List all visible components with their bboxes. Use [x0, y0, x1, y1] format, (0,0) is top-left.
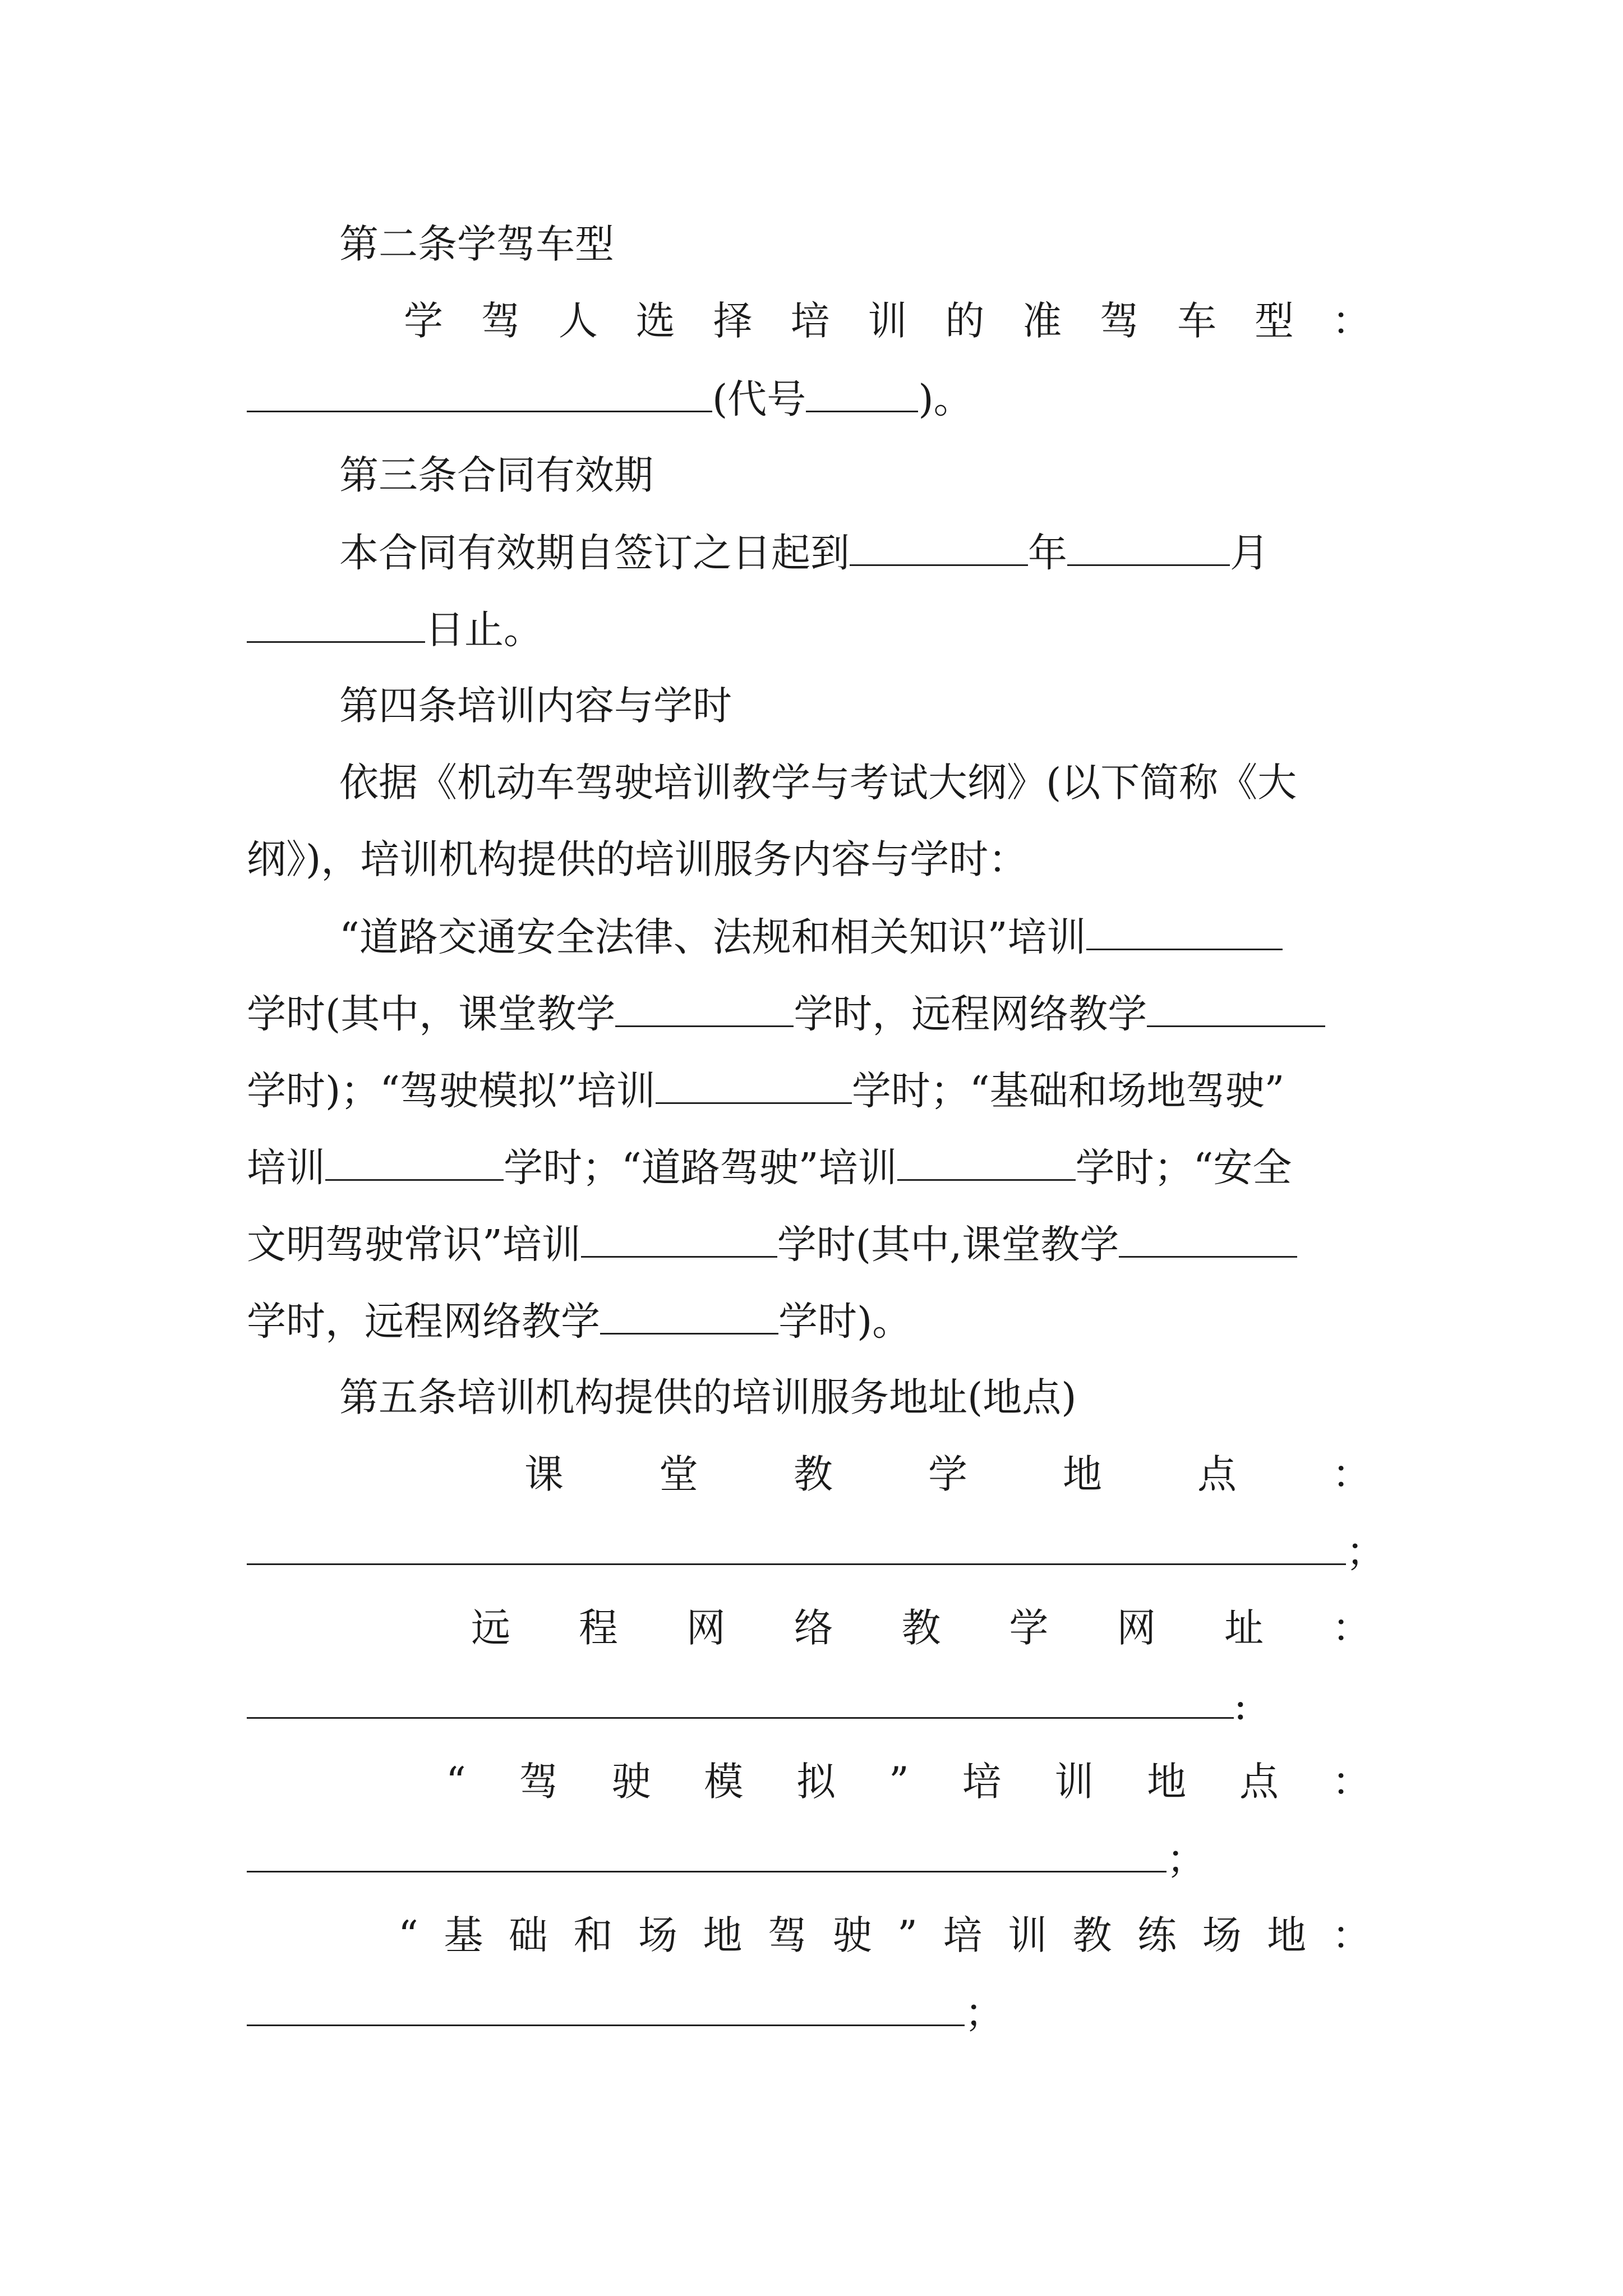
classroom-label-char: 学: [928, 1451, 967, 1497]
article-2-heading: 第二条学驾车型: [339, 221, 614, 267]
remote-label-char: 址: [1224, 1605, 1264, 1651]
remote-label-char: 教: [901, 1605, 941, 1651]
classroom-label-char: 课: [524, 1451, 564, 1497]
simulation-label-char: 拟: [796, 1759, 836, 1805]
field-location-line: [247, 1989, 1004, 2036]
remote-end-mark: :: [1234, 1682, 1247, 1729]
field-label-char: 基: [444, 1912, 483, 1958]
year-text: 年: [1028, 530, 1067, 576]
simulation-location-blank[interactable]: [247, 1835, 1166, 1872]
simulation-end-mark: ；: [1166, 1836, 1206, 1883]
remote-label-char: 程: [578, 1605, 618, 1651]
vehicle-label-char: ：: [1331, 298, 1371, 344]
field-end-mark: ；: [965, 1990, 1004, 2036]
civil-hours-blank[interactable]: [581, 1220, 777, 1258]
law-training-text: “道路交通安全法律、法规和相关知识”培训: [339, 914, 1086, 960]
remote-label-char: 网: [1117, 1605, 1156, 1651]
field-label-char: 训: [1008, 1912, 1048, 1958]
simulation-label-char: “: [446, 1759, 466, 1805]
basic-hours-blank[interactable]: [325, 1143, 504, 1181]
remote-hours-text: 学时，远程网络教学: [794, 991, 1147, 1037]
classroom-location-blank[interactable]: [247, 1527, 1346, 1565]
vehicle-label-char: 型: [1254, 298, 1294, 344]
vehicle-label-char: 训: [868, 298, 907, 344]
field-label-char: 练: [1137, 1912, 1177, 1958]
simulation-label-char: 地: [1147, 1759, 1187, 1805]
field-label-char: ：: [1331, 1912, 1371, 1958]
simulation-label-char: 培: [962, 1759, 1002, 1805]
simulation-label-char: 驶: [611, 1759, 651, 1805]
vehicle-label-char: 择: [713, 298, 753, 344]
article-4-line-5: [247, 1220, 1297, 1268]
simulation-text: 学时)；“驾驶模拟”培训: [247, 1068, 656, 1114]
code-open-text: (代号: [712, 376, 806, 422]
vehicle-label-char: 选: [635, 298, 675, 344]
vehicle-label-char: 准: [1022, 298, 1062, 344]
road-hours-blank[interactable]: [897, 1143, 1076, 1181]
code-close-text: )。: [918, 376, 973, 422]
remote-url-line: [247, 1681, 1247, 1729]
article-4-intro-2: 纲》)，培训机构提供的培训服务内容与学时：: [247, 836, 1028, 882]
simulation-label-char: 模: [704, 1759, 744, 1805]
civil-classroom-blank[interactable]: [1119, 1220, 1297, 1258]
vehicle-code-blank[interactable]: [806, 375, 918, 412]
civil-remote-blank[interactable]: [600, 1297, 778, 1335]
simulation-label-char: 驾: [519, 1759, 559, 1805]
article-4-line-1: [339, 913, 1283, 960]
field-label-char: 场: [1202, 1912, 1242, 1958]
article-3-text: [339, 528, 1269, 576]
remote-label-char: 网: [686, 1605, 726, 1651]
civil-driving-text: 文明驾驶常识”培训: [247, 1221, 581, 1268]
field-location-label: [398, 1912, 1371, 1959]
classroom-hours-blank[interactable]: [615, 990, 794, 1027]
month-text: 月: [1230, 530, 1269, 576]
classroom-label-char: ：: [1332, 1451, 1371, 1497]
civil-classroom-text: 学时(其中,课堂教学: [777, 1221, 1119, 1268]
field-label-char: 驶: [832, 1912, 872, 1958]
remote-url-blank[interactable]: [247, 1681, 1234, 1719]
vehicle-label-char: 驾: [1100, 298, 1140, 344]
simulation-label-char: 训: [1054, 1759, 1094, 1805]
classroom-location-label: [524, 1451, 1371, 1498]
remote-label-char: 远: [471, 1605, 510, 1651]
article-4-line-2: [247, 990, 1325, 1037]
remote-url-label: [471, 1604, 1371, 1651]
simulation-label-char: 点: [1239, 1759, 1279, 1805]
simulation-hours-blank[interactable]: [656, 1066, 852, 1104]
classroom-label-char: 点: [1197, 1451, 1237, 1497]
vehicle-label-char: 人: [558, 298, 598, 344]
field-label-char: 础: [508, 1912, 548, 1958]
day-text: 日止。: [425, 606, 543, 653]
article-4-line-4: [247, 1143, 1292, 1191]
safety-text: 学时；“安全: [1075, 1144, 1292, 1191]
training-text: 培训: [247, 1144, 325, 1191]
year-blank[interactable]: [850, 528, 1028, 566]
field-location-blank[interactable]: [247, 1989, 965, 2026]
remote-hours-blank[interactable]: [1147, 990, 1325, 1027]
field-label-char: 地: [703, 1912, 743, 1958]
day-blank[interactable]: [247, 605, 425, 643]
field-label-char: 和: [573, 1912, 613, 1958]
vehicle-type-blank[interactable]: [247, 375, 712, 412]
article-3-day: [247, 605, 543, 653]
article-3-heading: 第三条合同有效期: [339, 452, 653, 498]
classroom-end-mark: ；: [1346, 1529, 1385, 1575]
vehicle-label-char: 驾: [481, 298, 520, 344]
simulation-label-char: ”: [888, 1759, 909, 1805]
article-5-heading: 第五条培训机构提供的培训服务地址(地点): [339, 1374, 1077, 1420]
simulation-label-char: ：: [1331, 1759, 1371, 1805]
vehicle-label-char: 学: [404, 298, 443, 344]
month-blank[interactable]: [1067, 528, 1230, 566]
remote-label-char: 络: [794, 1605, 833, 1651]
article-2-label: [404, 297, 1371, 344]
simulation-location-line: [247, 1835, 1206, 1883]
article-4-line-3: [247, 1066, 1284, 1114]
civil-remote-text: 学时，远程网络教学: [247, 1298, 600, 1345]
validity-text: 本合同有效期自签订之日起到: [339, 530, 850, 576]
classroom-label-char: 地: [1063, 1451, 1102, 1497]
field-label-char: 培: [943, 1912, 983, 1958]
classroom-hours-text: 学时(其中，课堂教学: [247, 991, 616, 1037]
classroom-location-line: [247, 1527, 1385, 1575]
simulation-location-label: [446, 1758, 1371, 1805]
vehicle-label-char: 车: [1177, 298, 1217, 344]
article-2-code-line: [247, 375, 973, 422]
vehicle-label-char: 培: [790, 298, 830, 344]
field-label-char: “: [398, 1912, 418, 1958]
field-label-char: 驾: [768, 1912, 808, 1958]
basic-driving-text: 学时；“基础和场地驾驶”: [851, 1068, 1285, 1114]
field-label-char: 场: [638, 1912, 677, 1958]
field-label-char: 地: [1267, 1912, 1307, 1958]
closing-text: 学时)。: [778, 1298, 912, 1345]
vehicle-label-char: 的: [945, 298, 985, 344]
article-4-line-6: [247, 1297, 911, 1345]
classroom-label-char: 堂: [659, 1451, 698, 1497]
law-hours-blank[interactable]: [1086, 913, 1283, 950]
field-label-char: 教: [1072, 1912, 1112, 1958]
article-4-heading: 第四条培训内容与学时: [339, 683, 732, 729]
road-driving-text: 学时；“道路驾驶”培训: [504, 1144, 897, 1191]
field-label-char: ”: [897, 1912, 917, 1958]
remote-label-char: 学: [1009, 1605, 1049, 1651]
remote-label-char: ：: [1332, 1605, 1371, 1651]
classroom-label-char: 教: [794, 1451, 833, 1497]
article-4-intro-1: 依据《机动车驾驶培训教学与考试大纲》(以下简称《大: [339, 760, 1297, 806]
